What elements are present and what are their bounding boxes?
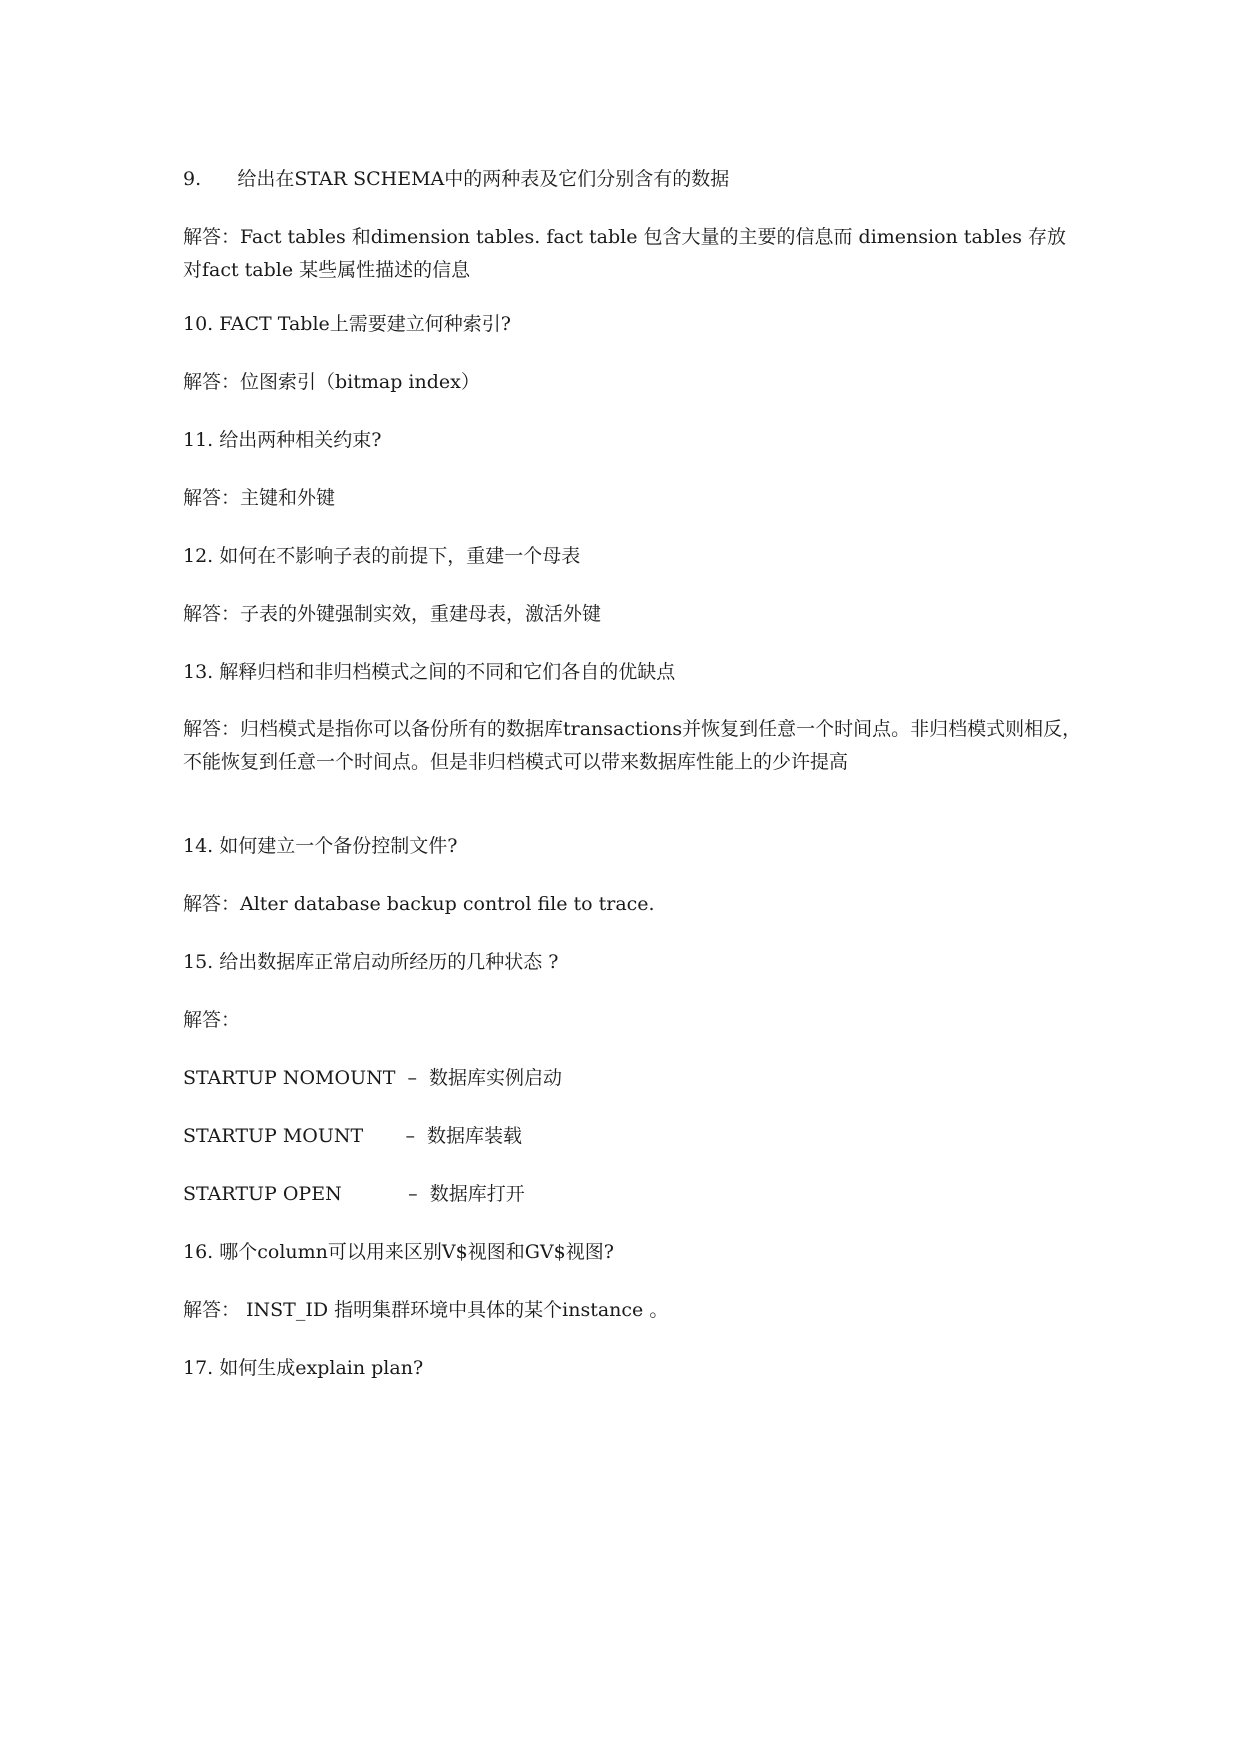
- startup-mount: STARTUP MOUNT – 数据库装载: [183, 1125, 523, 1147]
- question-11: 11. 给出两种相关约束?: [183, 429, 382, 451]
- answer-9: 解答：Fact tables 和dimension tables. fact table 包含大量的主要的信息而 dimension tables 存放对fact table 某些属性描述的信息: [183, 226, 1067, 281]
- question-9: 9. 给出在STAR SCHEMA中的两种表及它们分别含有的数据: [183, 168, 730, 190]
- answer-16: 解答： INST_ID 指明集群环境中具体的某个instance 。: [183, 1299, 669, 1321]
- question-13: 13. 解释归档和非归档模式之间的不同和它们各自的优缺点: [183, 661, 676, 683]
- question-14: 14. 如何建立一个备份控制文件?: [183, 835, 458, 857]
- question-17: 17. 如何生成explain plan?: [183, 1357, 424, 1379]
- startup-open: STARTUP OPEN – 数据库打开: [183, 1183, 525, 1205]
- answer-12: 解答：子表的外键强制实效，重建母表，激活外键: [183, 603, 602, 625]
- question-15: 15. 给出数据库正常启动所经历的几种状态 ?: [183, 951, 559, 973]
- question-16: 16. 哪个column可以用来区别V$视图和GV$视图?: [183, 1241, 614, 1263]
- answer-10: 解答：位图索引（bitmap index）: [183, 371, 480, 393]
- answer-13: 解答：归档模式是指你可以备份所有的数据库transactions并恢复到任意一个时间点。非归档模式则相反，不能恢复到任意一个时间点。但是非归档模式可以带来数据库性能上的少许提高: [183, 718, 1082, 773]
- answer-15: 解答：: [183, 1009, 241, 1031]
- question-10: 10. FACT Table上需要建立何种索引?: [183, 313, 511, 335]
- question-12: 12. 如何在不影响子表的前提下，重建一个母表: [183, 545, 581, 567]
- answer-11: 解答：主键和外键: [183, 487, 336, 509]
- startup-nomount: STARTUP NOMOUNT – 数据库实例启动: [183, 1067, 563, 1089]
- answer-14: 解答：Alter database backup control file to trace.: [183, 893, 655, 915]
